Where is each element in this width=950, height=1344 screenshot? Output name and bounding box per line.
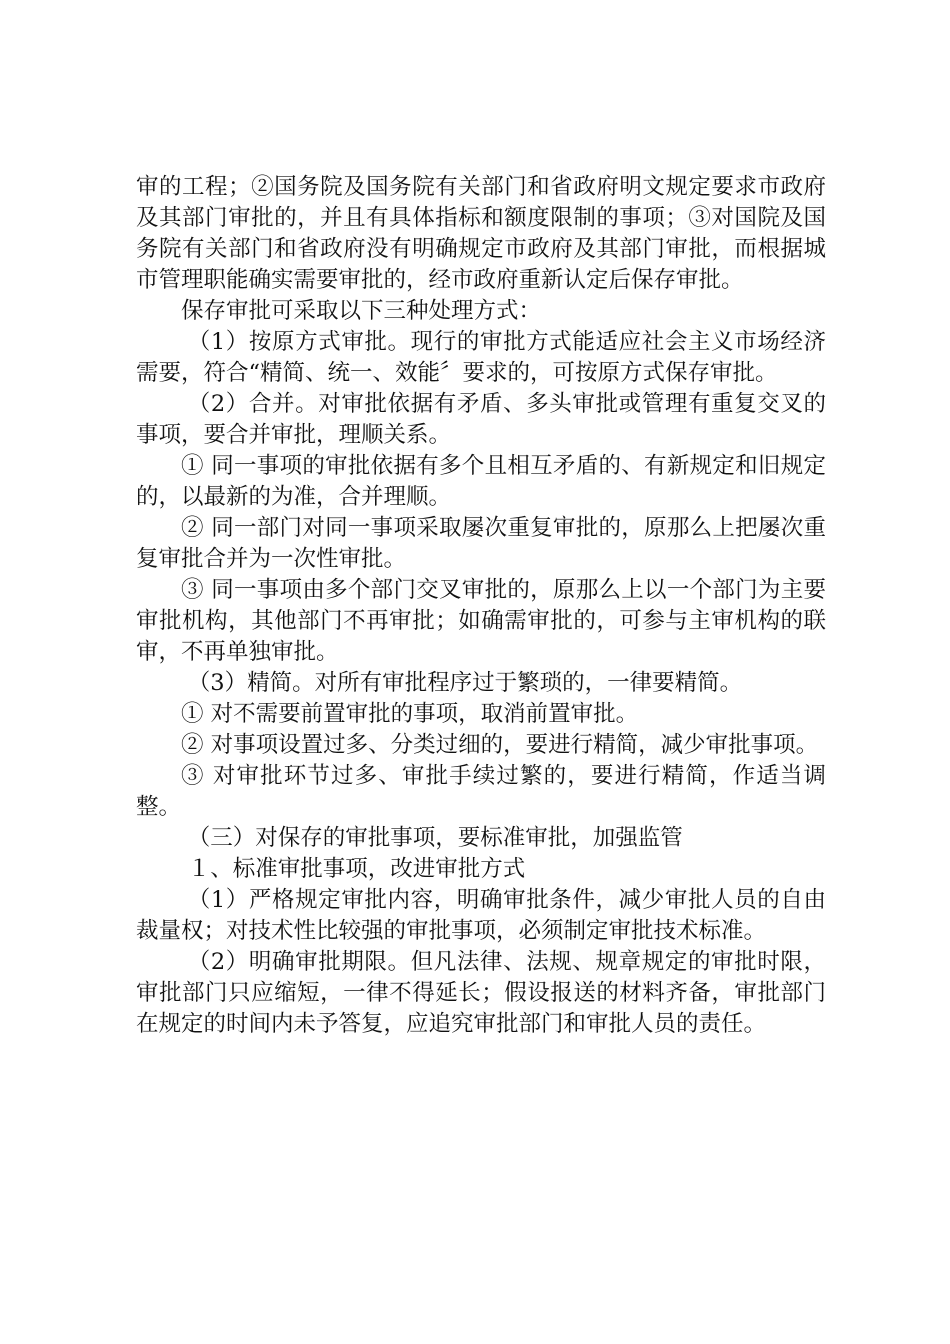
paragraph-standard-2: （2）明确审批期限。但凡法律、法规、规章规定的审批时限，审批部门只应缩短，一律不得延长；假设报送的材料齐备，审批部门在规定的时间内未予答复，应追究审批部门和审批人员的责任。 [136, 949, 826, 1037]
paragraph-method-2-item-1: ① 同一事项的审批依据有多个且相互矛盾的、有新规定和旧规定的，以最新的为准，合并理顺。 [136, 453, 826, 510]
paragraph-method-3-item-3: ③ 对审批环节过多、审批手续过繁的，要进行精简，作适当调整。 [136, 763, 826, 820]
paragraph-continued-list: 审的工程；②国务院及国务院有关部门和省政府明文规定要求市政府及其部门审批的，并且有具体指标和额度限制的事项；③对国院及国务院有关部门和省政府没有明确规定市政府及其部门审批，而根据城市管理职能确实需要审批的，经市政府重新认定后保存审批。 [136, 174, 826, 293]
subsection-heading-1: １、标准审批事项，改进审批方式 [187, 856, 526, 882]
paragraph-method-3-item-2: ② 对事项设置过多、分类过细的，要进行精简，减少审批事项。 [181, 732, 819, 758]
paragraph-method-2-item-2: ② 同一部门对同一事项采取屡次重复审批的，原那么上把屡次重复审批合并为一次性审批。 [136, 515, 826, 572]
document-body [136, 172, 826, 1040]
paragraph-method-2-item-3: ③ 同一事项由多个部门交叉审批的，原那么上以一个部门为主要审批机构，其他部门不再审批；如确需审批的，可参与主审机构的联审，不再单独审批。 [136, 577, 826, 665]
paragraph-method-3-item-1: ① 对不需要前置审批的事项，取消前置审批。 [181, 701, 639, 727]
paragraph-method-1: （1）按原方式审批。现行的审批方式能适应社会主义市场经济需要，符合“精简、统一、效能〞要求的，可按原方式保存审批。 [136, 329, 826, 386]
section-heading-3: （三）对保存的审批事项，要标准审批，加强监管 [187, 825, 683, 851]
paragraph-handling-methods: 保存审批可采取以下三种处理方式： [181, 298, 542, 324]
paragraph-method-3: （3）精简。对所有审批程序过于繁琐的，一律要精简。 [187, 670, 743, 696]
paragraph-method-2: （2）合并。对审批依据有矛盾、多头审批或管理有重复交叉的事项，要合并审批，理顺关系。 [136, 391, 826, 448]
paragraph-standard-1: （1）严格规定审批内容，明确审批条件，减少审批人员的自由裁量权；对技术性比较强的审批事项，必须制定审批技术标准。 [136, 887, 826, 944]
